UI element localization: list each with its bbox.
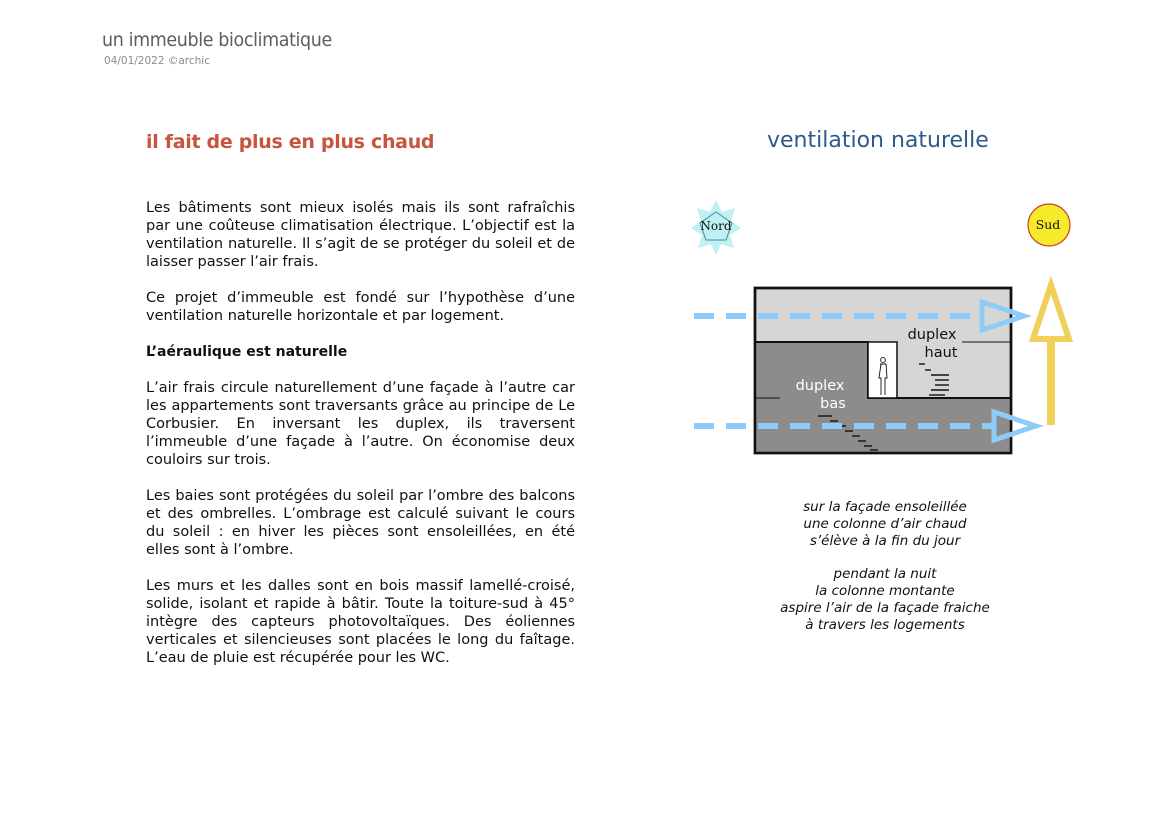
north-star-icon: [691, 200, 741, 255]
duplex-top-label-line2: haut: [924, 345, 958, 361]
sun-icon: [1028, 204, 1070, 246]
paragraph: Les bâtiments sont mieux isolés mais ils sont rafraîchis par une coûteuse climatisation électrique. L’objectif est la ventilation naturelle. Il s’agit de se protéger du soleil et de laisser passer l’air frais.: [146, 200, 575, 270]
caption-line: sur la façade ensoleillée: [803, 499, 967, 515]
diagram-title: ventilation naturelle: [767, 128, 989, 153]
caption-block-night: [740, 566, 1030, 634]
south-label: Sud: [1035, 217, 1061, 232]
section-heading: il fait de plus en plus chaud: [146, 131, 435, 153]
duplex-bottom-label-line1: duplex: [795, 378, 845, 394]
caption-line: pendant la nuit: [833, 566, 937, 582]
warm-air-arrow: [1033, 285, 1069, 425]
document-date-credit: 04/01/2022 ©archic: [104, 55, 210, 67]
caption-line: aspire l’air de la façade fraiche: [780, 600, 990, 616]
paragraph: Les murs et les dalles sont en bois massif lamellé-croisé, solide, isolant et rapide à bâtir. Toute la toiture-sud à 45° intègre des capteurs photovoltaïques. Des éoliennes verticales et silencieuses sont placées le long du faîtage. L’eau de pluie est récupérée pour les WC.: [146, 578, 575, 666]
caption-block-day: [740, 499, 1030, 550]
paragraph: Ce projet d’immeuble est fondé sur l’hypothèse d’une ventilation naturelle horizontale et par logement.: [146, 290, 575, 324]
diagram-caption: [740, 499, 1030, 650]
paragraph: L’air frais circule naturellement d’une façade à l’autre car les appartements sont traversants grâce au principe de Le Corbusier. En inversant les duplex, ils traversent l’immeuble d’une façade à l’autre. On économise deux couloirs sur trois.: [146, 380, 575, 468]
document-title: un immeuble bioclimatique: [102, 29, 332, 51]
duplex-top-label-line1: duplex: [907, 327, 957, 343]
caption-line: s’élève à la fin du jour: [809, 533, 961, 549]
subheading: L’aéraulique est naturelle: [146, 344, 348, 360]
duplex-bottom-label-line2: bas: [820, 396, 846, 412]
paragraph: Les baies sont protégées du soleil par l’ombre des balcons et des ombrelles. L’ombrage est calculé suivant le cours du soleil : en hiver les pièces sont ensoleillées, en été elles sont à l’ombre.: [146, 488, 575, 558]
caption-line: la colonne montante: [815, 583, 955, 599]
caption-line: à travers les logements: [805, 617, 965, 633]
north-label: Nord: [700, 219, 732, 233]
caption-line: une colonne d’air chaud: [803, 516, 967, 532]
